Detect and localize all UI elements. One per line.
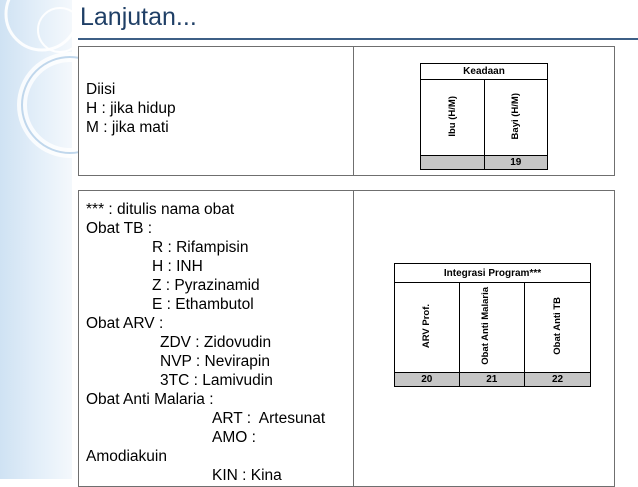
drug-line-13: AMO : bbox=[212, 429, 256, 446]
drug-line-12: ART : Artesunat bbox=[212, 410, 326, 427]
drug-line-3: R : Rifampisin bbox=[152, 239, 249, 256]
box-divider bbox=[353, 191, 354, 486]
box-divider bbox=[353, 47, 354, 175]
drug-line-7: Obat ARV : bbox=[86, 315, 164, 332]
col-label-arv: ARV Prof. bbox=[421, 303, 433, 349]
drug-line-11: Obat Anti Malaria : bbox=[86, 391, 214, 408]
keadaan-shaded-cell bbox=[421, 156, 485, 170]
col-label-malaria: Obat Anti Malaria bbox=[479, 287, 491, 365]
legend-box-status bbox=[78, 46, 615, 176]
integrasi-header: Integrasi Program*** bbox=[395, 264, 591, 283]
integrasi-col-tb bbox=[525, 283, 591, 373]
integrasi-number-21: 21 bbox=[459, 373, 525, 387]
integrasi-number-20: 20 bbox=[395, 373, 460, 387]
drug-line-4: H : INH bbox=[152, 258, 203, 275]
status-line-3: M : jika mati bbox=[86, 119, 169, 136]
drug-line-2: Obat TB : bbox=[86, 220, 153, 237]
integrasi-col-malaria bbox=[459, 283, 525, 373]
drug-line-1: *** : ditulis nama obat bbox=[86, 201, 235, 218]
integrasi-number-22: 22 bbox=[525, 373, 591, 387]
drug-line-14: Amodiakuin bbox=[86, 448, 167, 465]
keadaan-number: 19 bbox=[484, 156, 548, 170]
keadaan-col-bayi bbox=[484, 80, 548, 156]
legend-box-drugs bbox=[78, 190, 615, 487]
integrasi-table bbox=[394, 263, 591, 387]
col-label-bayi: Bayi (H/M) bbox=[510, 92, 522, 140]
drug-line-15: KIN : Kina bbox=[212, 467, 282, 484]
drug-line-10: 3TC : Lamivudin bbox=[160, 372, 273, 389]
drug-line-8: ZDV : Zidovudin bbox=[160, 334, 272, 351]
drug-line-5: Z : Pyrazinamid bbox=[152, 277, 260, 294]
status-line-2: H : jika hidup bbox=[86, 100, 176, 117]
col-label-tb: Obat Anti TB bbox=[552, 297, 564, 355]
keadaan-header: Keadaan bbox=[421, 64, 548, 80]
keadaan-col-ibu bbox=[421, 80, 485, 156]
keadaan-table bbox=[420, 63, 548, 170]
col-label-ibu: Ibu (H/M) bbox=[446, 95, 458, 137]
title-rule bbox=[78, 38, 638, 40]
slide-title: Lanjutan... bbox=[80, 3, 197, 31]
integrasi-col-arv bbox=[395, 283, 460, 373]
drug-line-6: E : Ethambutol bbox=[152, 296, 254, 313]
drug-line-9: NVP : Nevirapin bbox=[160, 353, 270, 370]
status-line-1: Diisi bbox=[86, 81, 116, 98]
